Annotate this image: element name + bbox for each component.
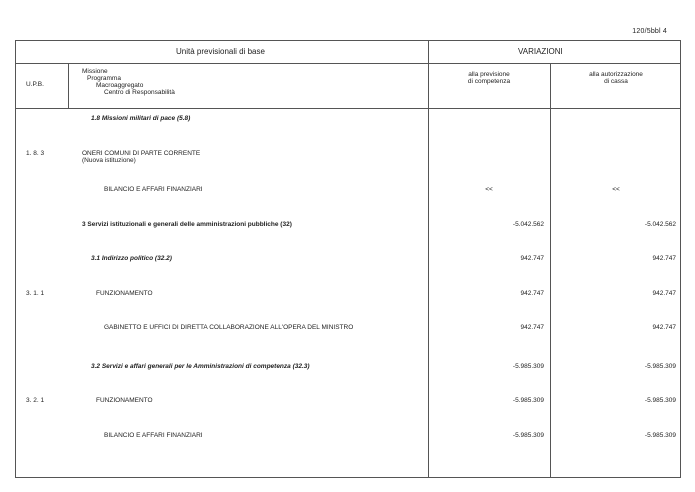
row-cassa-gabinetto: 942.747 xyxy=(652,324,676,331)
row-label-bilancio-1: BILANCIO E AFFARI FINANZIARI xyxy=(104,186,203,193)
header-missione: Missione xyxy=(82,68,108,75)
row-competenza-missione-3: -5.042.562 xyxy=(512,221,544,228)
row-competenza-programma-3-2: -5.985.309 xyxy=(512,363,544,370)
row-competenza-programma-3-1: 942.747 xyxy=(520,255,544,262)
row-cassa-bilancio-2: -5.985.309 xyxy=(644,432,676,439)
row-cassa-funzionamento-1: 942.747 xyxy=(652,290,676,297)
header-title: Unità previsionali di base xyxy=(176,47,265,56)
column-divider-cassa xyxy=(550,63,551,478)
header-variazioni: VARIAZIONI xyxy=(518,47,563,56)
row-competenza-funzionamento-2: -5.985.309 xyxy=(512,397,544,404)
header-bottom-divider xyxy=(16,108,680,109)
row-cassa-bilancio-1: << xyxy=(612,186,620,193)
row-label-missione-3: 3 Servizi istituzionali e generali delle amministrazioni pubbliche (32) xyxy=(82,221,292,228)
row-upb-3-1-1: 3. 1. 1 xyxy=(26,290,45,297)
header-centro-responsabilita: Centro di Responsabilità xyxy=(104,89,175,96)
row-label-bilancio-2: BILANCIO E AFFARI FINANZIARI xyxy=(104,432,203,439)
row-competenza-gabinetto: 942.747 xyxy=(520,324,544,331)
row-sublabel-nuova-istituzione: (Nuova istituzione) xyxy=(82,157,136,164)
header-macroaggregato: Macroaggregato xyxy=(96,82,144,89)
row-cassa-funzionamento-2: -5.985.309 xyxy=(644,397,676,404)
row-label-funzionamento-2: FUNZIONAMENTO xyxy=(96,397,153,404)
row-label-oneri-comuni: ONERI COMUNI DI PARTE CORRENTE xyxy=(82,150,201,157)
row-cassa-missione-3: -5.042.562 xyxy=(644,221,676,228)
row-cassa-programma-3-2: -5.985.309 xyxy=(644,363,676,370)
page-number: 120/5bbl 4 xyxy=(632,28,667,35)
column-divider-upb xyxy=(68,63,69,108)
header-competenza-line2: di competenza xyxy=(467,78,511,85)
row-label-missione-1-8: 1.8 Missioni militari di pace (5.8) xyxy=(91,115,191,122)
row-label-programma-3-1: 3.1 Indirizzo politico (32.2) xyxy=(91,255,172,262)
row-label-programma-3-2: 3.2 Servizi e affari generali per le Amministrazioni di competenza (32.3) xyxy=(91,363,310,370)
row-competenza-bilancio-1: << xyxy=(485,186,493,193)
header-cassa-line2: di cassa xyxy=(604,78,628,85)
header-programma: Programma xyxy=(87,75,121,82)
header-cassa-line1: alla autorizzazione xyxy=(589,71,643,78)
row-upb-3-2-1: 3. 2. 1 xyxy=(26,397,45,404)
row-competenza-bilancio-2: -5.985.309 xyxy=(512,432,544,439)
header-upb: U.P.B. xyxy=(26,81,44,88)
row-cassa-programma-3-1: 942.747 xyxy=(652,255,676,262)
row-competenza-funzionamento-1: 942.747 xyxy=(520,290,544,297)
header-divider xyxy=(16,63,680,64)
budget-table xyxy=(15,40,681,478)
header-competenza-line1: alla previsione xyxy=(468,71,510,78)
row-label-gabinetto: GABINETTO E UFFICI DI DIRETTA COLLABORAZIONE ALL'OPERA DEL MINISTRO xyxy=(104,324,354,331)
row-label-funzionamento-1: FUNZIONAMENTO xyxy=(96,290,153,297)
row-upb-1-8-3: 1. 8. 3 xyxy=(26,150,45,157)
